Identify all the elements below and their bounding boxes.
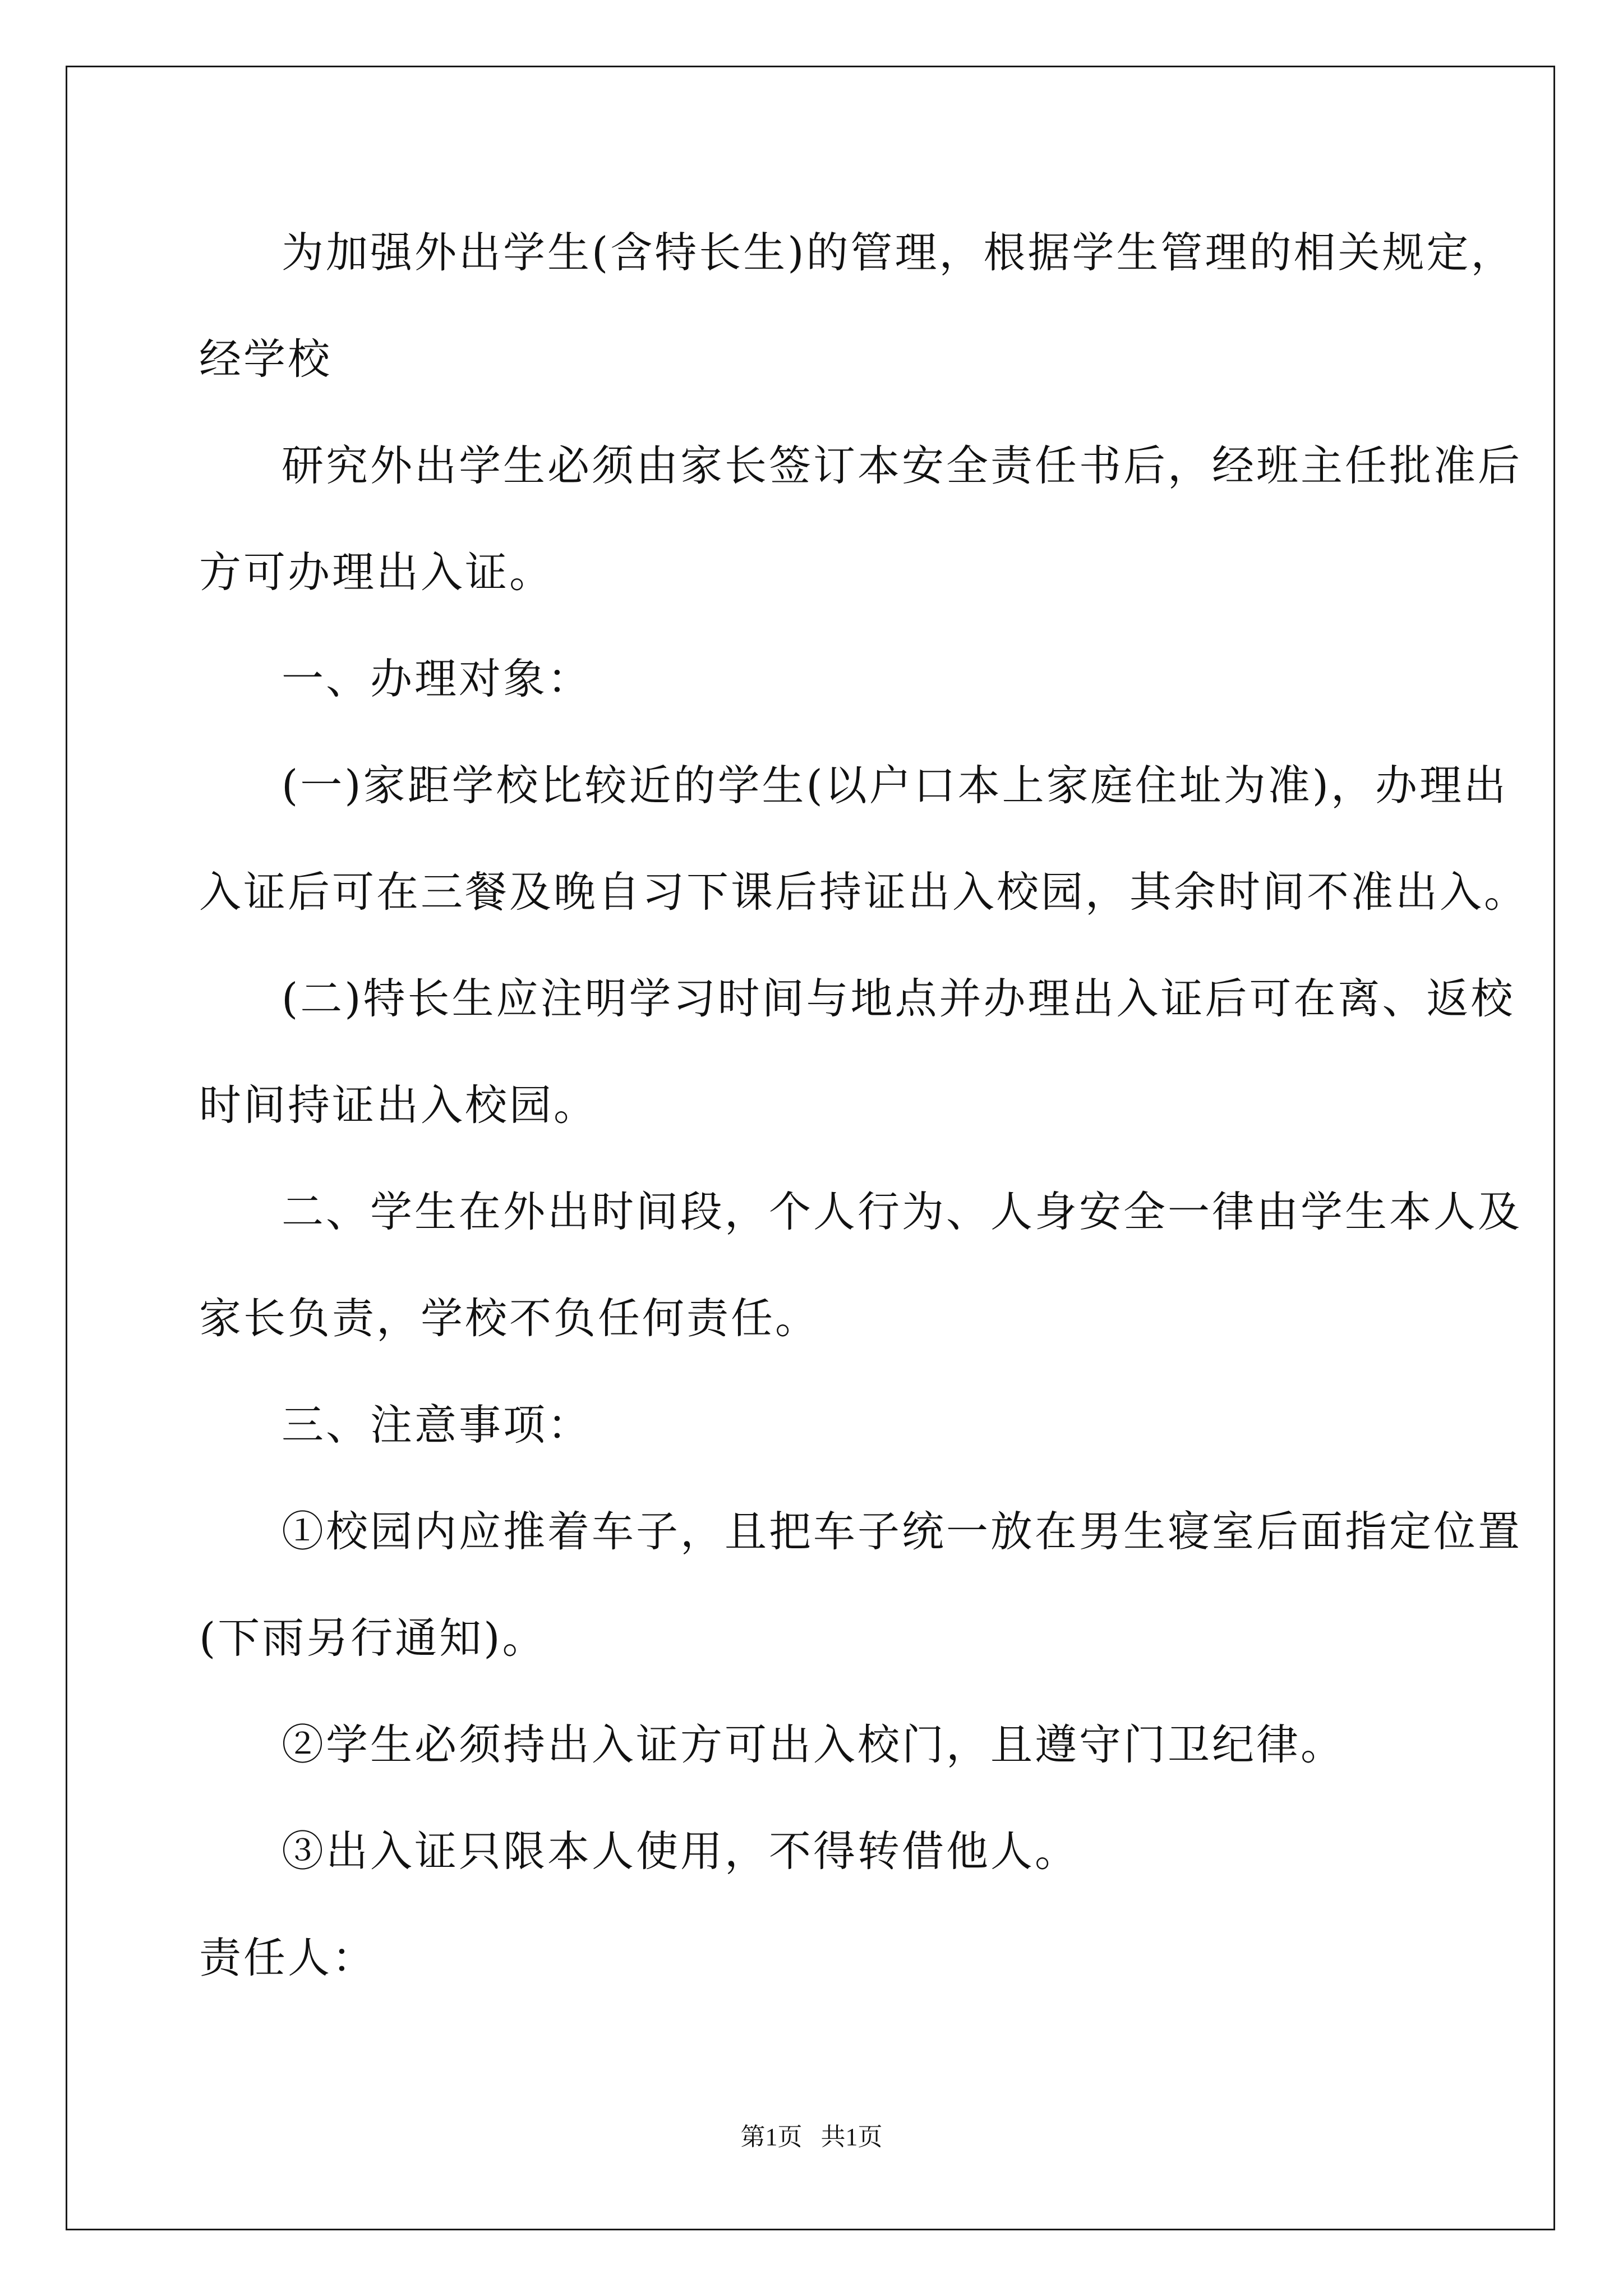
paragraph-line: 入证后可在三餐及晚自习下课后持证出入校园，其余时间不准出入。 <box>199 867 1529 917</box>
list-item: ①校园内应推着车子，且把车子统一放在男生寝室后面指定位置 <box>282 1507 1523 1556</box>
paragraph-line: (一)家距学校比较近的学生(以户口本上家庭住址为准)，办理出 <box>282 761 1509 810</box>
section-heading: 一、办理对象： <box>282 654 592 703</box>
list-item: ③出入证只限本人使用，不得转借他人。 <box>282 1826 1080 1876</box>
paragraph-line: 方可办理出入证。 <box>199 547 554 597</box>
signature-label: 责任人： <box>199 1933 377 1982</box>
paragraph-line: 家长负责，学校不负任何责任。 <box>199 1294 820 1343</box>
page-footer: 第1页 共1页 <box>740 2123 883 2151</box>
paragraph-line: 为加强外出学生(含特长生)的管理，根据学生管理的相关规定， <box>282 228 1515 277</box>
paragraph-line: (二)特长生应注明学习时间与地点并办理出入证后可在离、返校 <box>282 974 1515 1023</box>
section-heading: 三、注意事项： <box>282 1400 592 1450</box>
list-item: ②学生必须持出入证方可出入校门，且遵守门卫纪律。 <box>282 1720 1345 1769</box>
page-border <box>66 66 1555 2230</box>
paragraph-line: 时间持证出入校园。 <box>199 1080 598 1130</box>
paragraph-line: 二、学生在外出时间段，个人行为、人身安全一律由学生本人及 <box>282 1187 1523 1236</box>
list-item-continuation: (下雨另行通知)。 <box>199 1613 547 1663</box>
paragraph-line: 经学校 <box>199 334 333 384</box>
paragraph-line: 研究外出学生必须由家长签订本安全责任书后，经班主任批准后 <box>282 441 1523 490</box>
